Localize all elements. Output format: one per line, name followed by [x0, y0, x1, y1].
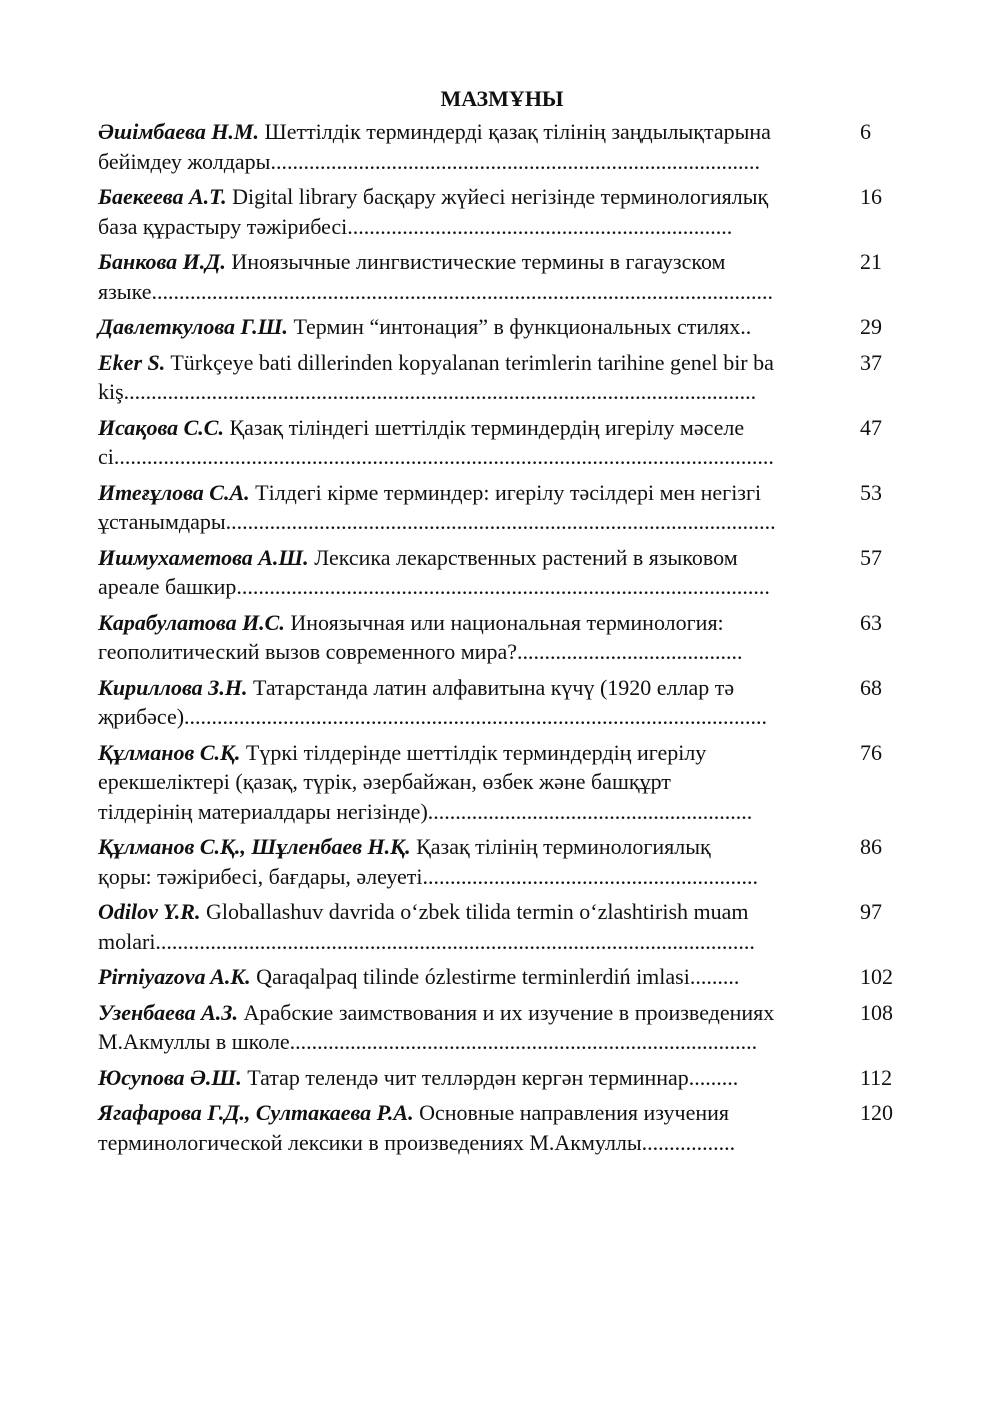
toc-entry-text — [98, 962, 848, 992]
toc-entry-page-number: 16 — [860, 184, 882, 209]
toc-entry[interactable] — [98, 608, 902, 667]
toc-entry-author: Ишмухаметова А.Ш. — [98, 544, 309, 570]
toc-entry-author: Карабулатова И.С. — [98, 609, 285, 635]
toc-entry-text — [98, 182, 848, 241]
toc-entry-author: Әшімбаева Н.М. — [98, 119, 259, 144]
toc-entry-page-number: 57 — [860, 544, 882, 570]
toc-entry-page-number: 76 — [860, 739, 882, 765]
toc-entry-text — [98, 478, 848, 537]
toc-entry-page-number: 63 — [860, 609, 882, 635]
toc-entry-author: Pirniyazova A.K. — [98, 964, 251, 989]
toc-entry-title: Лексика лекарственных растений в языковом ареале башкир................................................................................................. — [98, 544, 770, 599]
toc-entry[interactable] — [98, 1063, 902, 1093]
toc-entry-title: Türkçeye bati dillerinden kopyalanan terimlerin tarihine genel bir ba kiş................................................................................................................... — [98, 349, 774, 404]
toc-entry[interactable] — [98, 413, 902, 472]
toc-entry-author: Баекеева А.Т. — [98, 184, 227, 209]
toc-entry-page-number: 29 — [860, 314, 882, 339]
toc-entry-title: Иноязычная или национальная терминология: геополитический вызов современного мира?......................................... — [98, 609, 743, 664]
toc-entry-page-number: 37 — [860, 349, 882, 375]
toc-entry[interactable] — [98, 832, 902, 891]
toc-entry-page-number: 102 — [860, 964, 893, 989]
toc-entry[interactable] — [98, 117, 902, 176]
toc-entry-text — [98, 348, 848, 407]
toc-entry-page-number: 120 — [860, 1100, 893, 1125]
toc-entry-page-number: 47 — [860, 414, 882, 440]
toc-entry-text — [98, 832, 848, 891]
toc-entry-page-number: 6 — [860, 119, 871, 144]
toc-entry-author: Құлманов С.Қ. — [98, 739, 241, 765]
toc-entry-page-number: 97 — [860, 899, 882, 924]
toc-entry-author: Кириллова З.Н. — [98, 674, 248, 700]
table-of-contents — [98, 117, 902, 1163]
toc-entry-text — [98, 897, 848, 956]
toc-entry[interactable] — [98, 247, 902, 306]
toc-entry[interactable] — [98, 182, 902, 241]
toc-entry-title: Тілдегі кірме терминдер: игерілу тәсілдері мен негізгі ұстанымдары.................................................................................................... — [98, 479, 776, 534]
toc-entry[interactable] — [98, 673, 902, 732]
toc-entry-text — [98, 543, 848, 602]
toc-entry[interactable] — [98, 348, 902, 407]
toc-entry-author: Исақова С.С. — [98, 414, 224, 440]
toc-entry[interactable] — [98, 543, 902, 602]
toc-entry-page-number: 21 — [860, 249, 882, 274]
toc-entry[interactable] — [98, 1098, 902, 1157]
toc-entry-page-number: 53 — [860, 479, 882, 505]
toc-entry-text — [98, 673, 848, 732]
toc-entry-text — [98, 247, 848, 306]
toc-entry-text — [98, 738, 848, 827]
toc-entry-author: Узенбаева А.З. — [98, 999, 238, 1025]
toc-entry-author: Eker S. — [98, 349, 166, 375]
toc-entry-title: Татар телендә чит телләрдән кергән терминнар......... — [241, 1064, 739, 1090]
toc-entry-title: Түркі тілдерінде шеттілдік терминдердің игерілу ерекшеліктері (қазақ, түрік, әзербайжан, өзбек және башқұрт тілдерінің материалдары негізінде)........................................................... — [98, 739, 753, 824]
toc-entry-text — [98, 117, 848, 176]
toc-entry-text — [98, 1063, 848, 1093]
toc-entry-author: Юсупова Ә.Ш. — [98, 1064, 242, 1090]
toc-entry-title: Globallashuv davrida oʻzbek tilida termin oʻzlashtirish muam molari............................................................................................................. — [98, 899, 755, 954]
toc-entry-title: Қазақ тіліндегі шеттілдік терминдердің игерілу мәселе сі........................................................................................................................ — [98, 414, 774, 469]
toc-entry-author: Құлманов С.Қ., Шұленбаев Н.Қ. — [98, 834, 411, 859]
toc-entry-author: Давлеткулова Г.Ш. — [98, 314, 288, 339]
toc-entry[interactable] — [98, 998, 902, 1057]
toc-entry-title: Основные направления изучения терминологической лексики в произведениях М.Акмуллы................. — [98, 1100, 736, 1155]
toc-entry-title: Digital library басқару жүйесі негізінде терминологиялық база құрастыру тәжірибесі...................................................................... — [98, 184, 769, 239]
toc-entry[interactable] — [98, 962, 902, 992]
toc-entry[interactable] — [98, 738, 902, 827]
toc-entry-text — [98, 608, 848, 667]
toc-entry-title: Иноязычные лингвистические термины в гагаузском языке................................................................................................................. — [98, 249, 773, 304]
toc-entry-title: Qaraqalpaq tilinde ózlestirme terminlerdiń imlasi......... — [250, 964, 740, 989]
toc-entry-author: Odilov Y.R. — [98, 899, 201, 924]
toc-entry-title: Арабские заимствования и их изучение в произведениях М.Акмуллы в школе..................................................................................... — [98, 999, 775, 1054]
toc-entry-title: Шеттілдік терминдерді қазақ тілінің заңдылықтарына бейімдеу жолдары......................................................................................... — [98, 119, 771, 174]
toc-entry-text — [98, 312, 848, 342]
toc-entry-text — [98, 1098, 848, 1157]
toc-entry[interactable] — [98, 478, 902, 537]
page-title: МАЗМҰНЫ — [440, 86, 564, 111]
toc-entry-text — [98, 998, 848, 1057]
toc-entry-author: Ягафарова Г.Д., Султакаева Р.А. — [98, 1100, 414, 1125]
toc-entry-page-number: 112 — [860, 1064, 893, 1090]
toc-entry-title: Термин “интонация” в функциональных стилях.. — [287, 314, 752, 339]
toc-entry-page-number: 108 — [860, 999, 893, 1025]
toc-entry-text — [98, 413, 848, 472]
toc-entry-page-number: 68 — [860, 674, 882, 700]
toc-entry[interactable] — [98, 897, 902, 956]
toc-entry-title: Татарстанда латин алфавитына күчү (1920 еллар тә җрибәсе).......................................................................................................... — [98, 674, 768, 729]
toc-entry-title: Қазақ тілінің терминологиялық қоры: тәжірибесі, бағдары, әлеуеті............................................................. — [98, 834, 759, 889]
toc-entry-author: Банкова И.Д. — [98, 249, 226, 274]
toc-entry-author: Итеғұлова С.А. — [98, 479, 250, 505]
toc-entry-page-number: 86 — [860, 834, 882, 859]
toc-entry[interactable] — [98, 312, 902, 342]
